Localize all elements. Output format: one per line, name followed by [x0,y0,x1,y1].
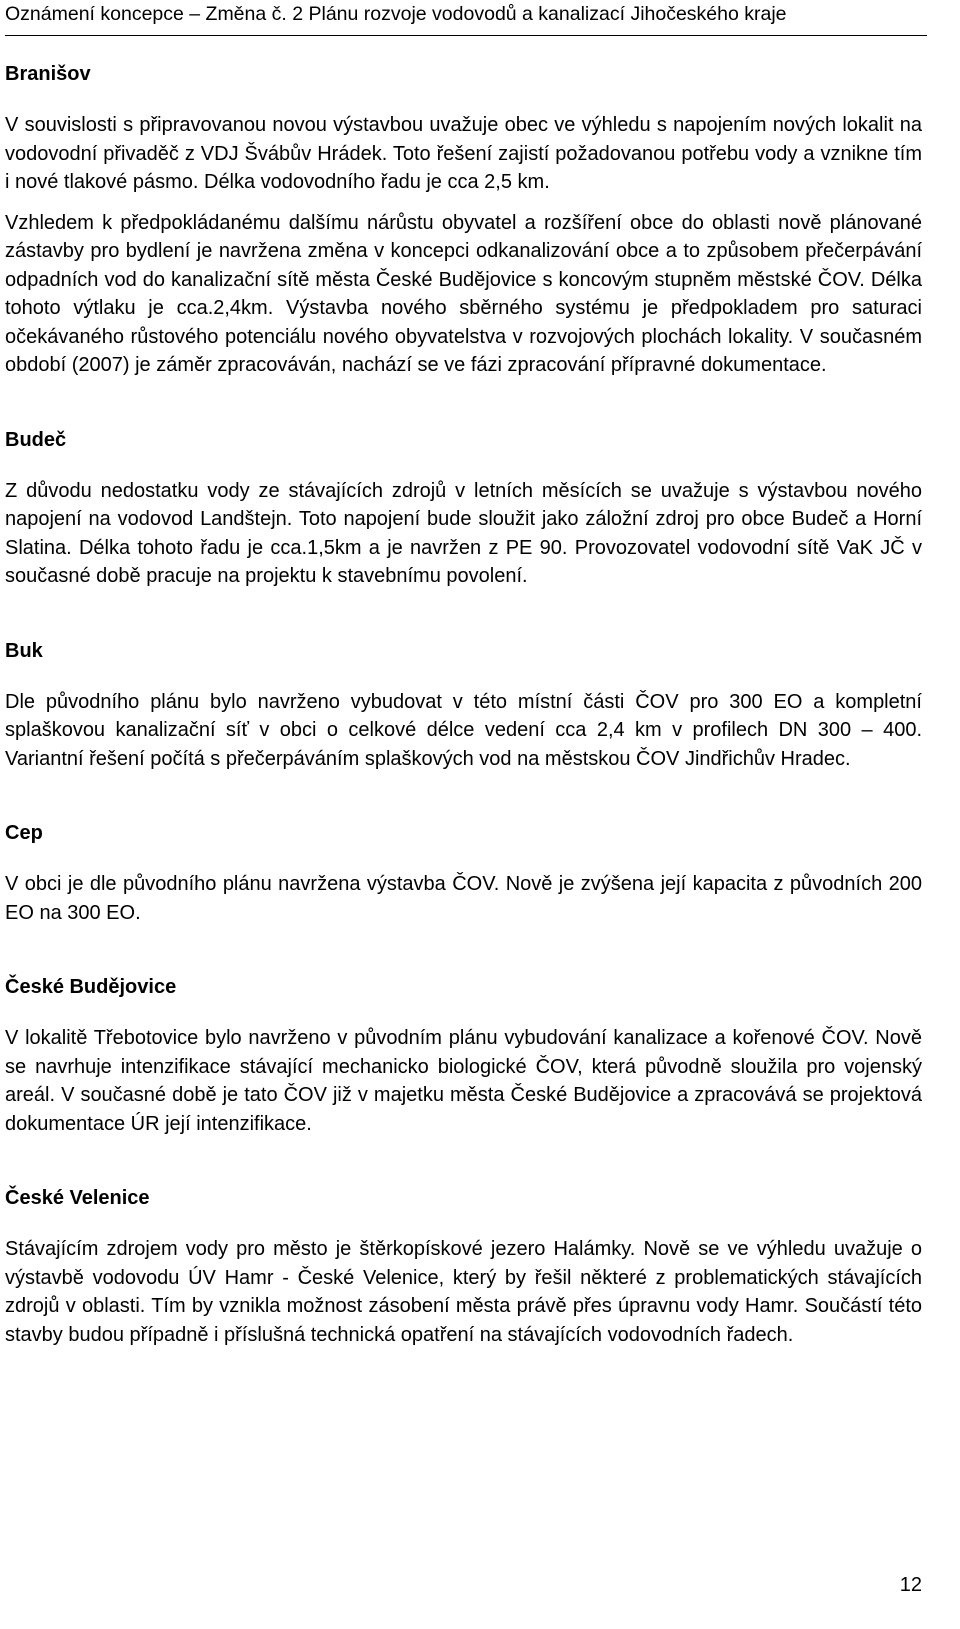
document-body [5,62,922,1349]
section-title-budec: Budeč [5,428,67,451]
paragraph-budec: Z důvodu nedostatku vody ze stávajících zdrojů v letních měsících se uvažuje s výstavbou nového napojení na vodovod Landštejn. Toto napojení bude sloužit jako záložní zdroj pro obce Budeč a Horní Slatina. Délka tohoto řadu je cca.1,5km a je navržen z PE 90. Provozovatel vodovodní sítě VaK JČ v současné době pracuje na projektu k stavebnímu povolení. [5,479,922,587]
section-title-ceske-budejovice: České Budějovice [5,976,177,998]
header-rule [5,35,927,36]
paragraph-ceske-budejovice: V lokalitě Třebotovice bylo navrženo v původním plánu vybudování kanalizace a kořenové ČOV. Nově se navrhuje intenzifikace stávající mechanicko biologické ČOV, která původně sloužila pro vojenský areál. V současné době je tato ČOV již v majetku města České Budějovice a zpracovává se projektová dokumentace ÚR její intenzifikace. [5,1027,922,1135]
section-title-branisov: Branišov [5,63,91,85]
section-title-ceske-velenice: České Velenice [5,1187,150,1209]
paragraph-ceske-velenice: Stávajícím zdrojem vody pro město je štěrkopískové jezero Halámky. Nově se ve výhledu uvažuje o výstavbě vodovodu ÚV Hamr - České Velenice, který by řešil některé z problematických stávajících zdrojů v oblasti. Tím by vznikla možnost zásobení města právě přes úpravnu vody Hamr. Součástí této stavby budou případně i příslušná technická opatření na stávajících vodovodních řadech. [5,1238,922,1346]
document-header: Oznámení koncepce – Změna č. 2 Plánu rozvoje vodovodů a kanalizací Jihočeského kraje [5,3,787,25]
paragraph-cep: V obci je dle původního plánu navržena výstavba ČOV. Nově je zvýšena její kapacita z původních 200 EO na 300 EO. [5,873,922,924]
paragraph-branisov-sewer: Vzhledem k předpokládanému dalšímu nárůstu obyvatel a rozšíření obce do oblasti nově plánované zástavby pro bydlení je navržena změna v koncepci odkanalizování obce a to způsobem přečerpávání odpadních vod do kanalizační sítě města České Budějovice s koncovým stupněm městské ČOV. Délka tohoto výtlaku je cca.2,4km. Výstavba nového sběrného systému je předpokladem pro saturaci očekávaného růstového potenciálu nového obyvatelstva v rozvojových plochách lokality. V současném období (2007) je záměr zpracováván, nachází se ve fázi zpracování přípravné dokumentace. [5,211,922,376]
section-title-cep: Cep [5,822,43,844]
paragraph-branisov-water: V souvislosti s připravovanou novou výstavbou uvažuje obec ve výhledu s napojením nových lokalit na vodovodní přivaděč z VDJ Švábův Hrádek. Toto řešení zajistí požadovanou potřebu vody a vznikne tím i nové tlakové pásmo. Délka vodovodního řadu je cca 2,5 km. [5,114,922,193]
paragraph-buk: Dle původního plánu bylo navrženo vybudovat v této místní části ČOV pro 300 EO a kompletní splaškovou kanalizační síť v obci o celkové délce vedení cca 2,4 km v profilech DN 300 – 400. Variantní řešení počítá s přečerpáváním splaškových vod na městskou ČOV Jindřichův Hradec. [5,690,922,770]
page-number: 12 [899,1574,922,1596]
section-title-buk: Buk [5,639,43,662]
